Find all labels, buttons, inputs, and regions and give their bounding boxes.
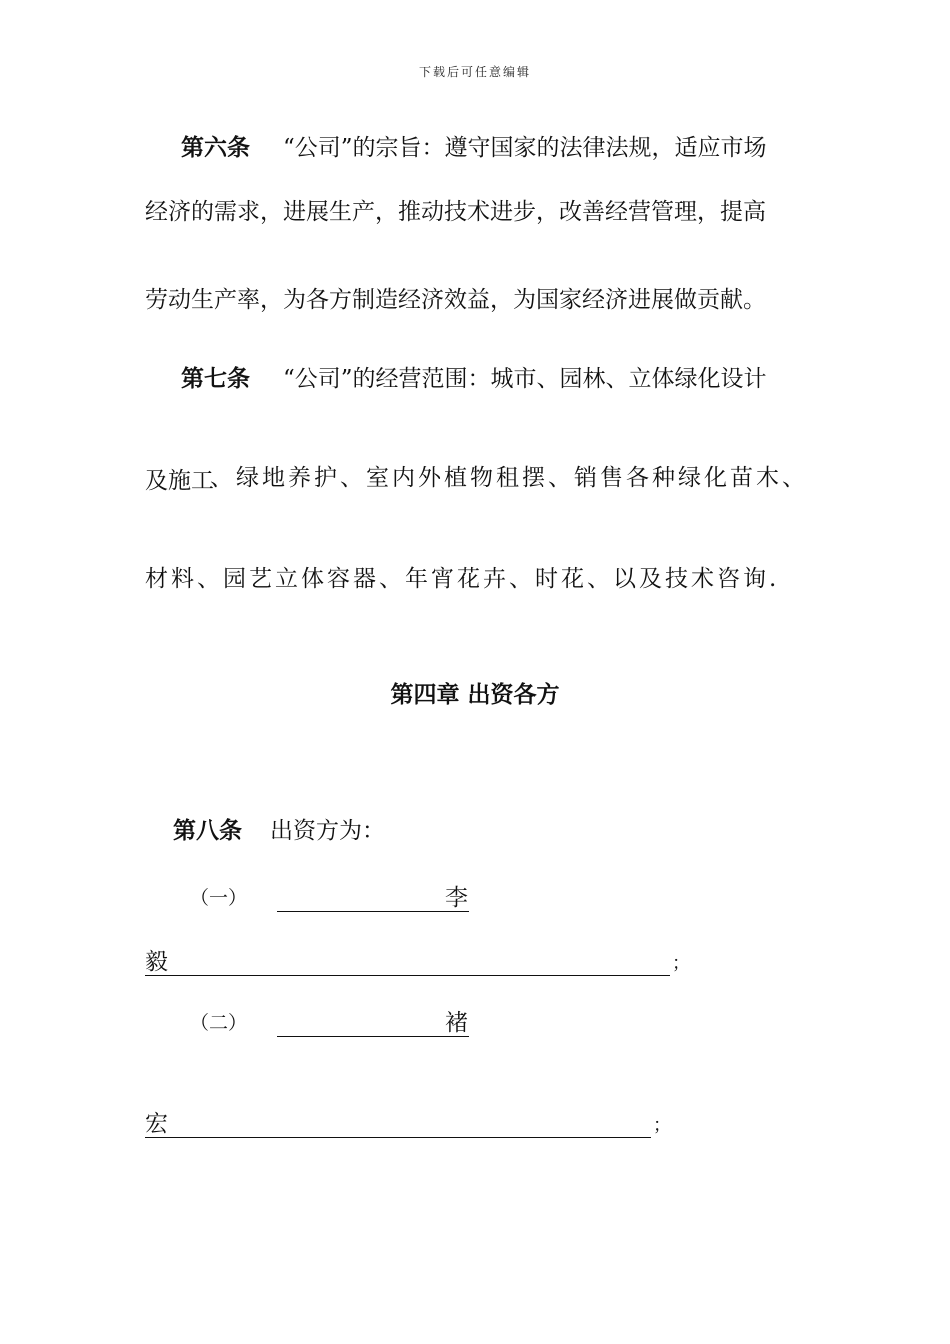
investor-1-name-part-1: 李: [445, 885, 468, 911]
article-7-line-2a: 及施工: [145, 468, 214, 494]
article-6-line-3: 劳动生产率，为各方制造经济效益，为国家经济进展做贡献。: [145, 287, 766, 313]
investor-1-continuation-underline: [145, 951, 670, 976]
article-8-text: 出资方为：: [270, 818, 385, 844]
investor-2-number: （二）: [190, 1012, 248, 1034]
article-6-line-2: 经济的需求，进展生产，推动技术进步，改善经营管理，提高: [145, 199, 766, 225]
investor-2-name-underline: [277, 1012, 469, 1037]
investor-1-end-mark: ；: [672, 953, 690, 974]
article-7-title: 第七条: [181, 366, 250, 392]
investor-2-continuation-underline: [145, 1113, 651, 1138]
investor-1-number: （一）: [190, 887, 248, 909]
investor-2-end-mark: ；: [653, 1115, 671, 1136]
article-6-title: 第六条: [181, 135, 250, 161]
investor-1-name-underline: [277, 887, 469, 912]
article-8-title: 第八条: [173, 818, 242, 844]
investor-2-name-part-1: 褚: [445, 1010, 468, 1036]
investor-1-name-part-2: 毅: [145, 949, 168, 975]
article-7-line-3: 材料、园艺立体容器、年宵花卉、时花、以及技术咨询.: [145, 566, 780, 592]
article-6-line-1: “公司”的宗旨：遵守国家的法律法规，适应市场: [283, 135, 767, 161]
page-header: 下载后可任意编辑: [418, 65, 531, 79]
article-7-line-1: “公司”的经营范围：城市、园林、立体绿化设计: [283, 366, 767, 392]
investor-2-name-part-2: 宏: [145, 1111, 168, 1137]
chapter-4-title: 第四章 出资各方: [390, 682, 560, 708]
article-7-line-2b: 、绿地养护、室内外植物租摆、销售各种绿化苗木、: [210, 465, 808, 491]
